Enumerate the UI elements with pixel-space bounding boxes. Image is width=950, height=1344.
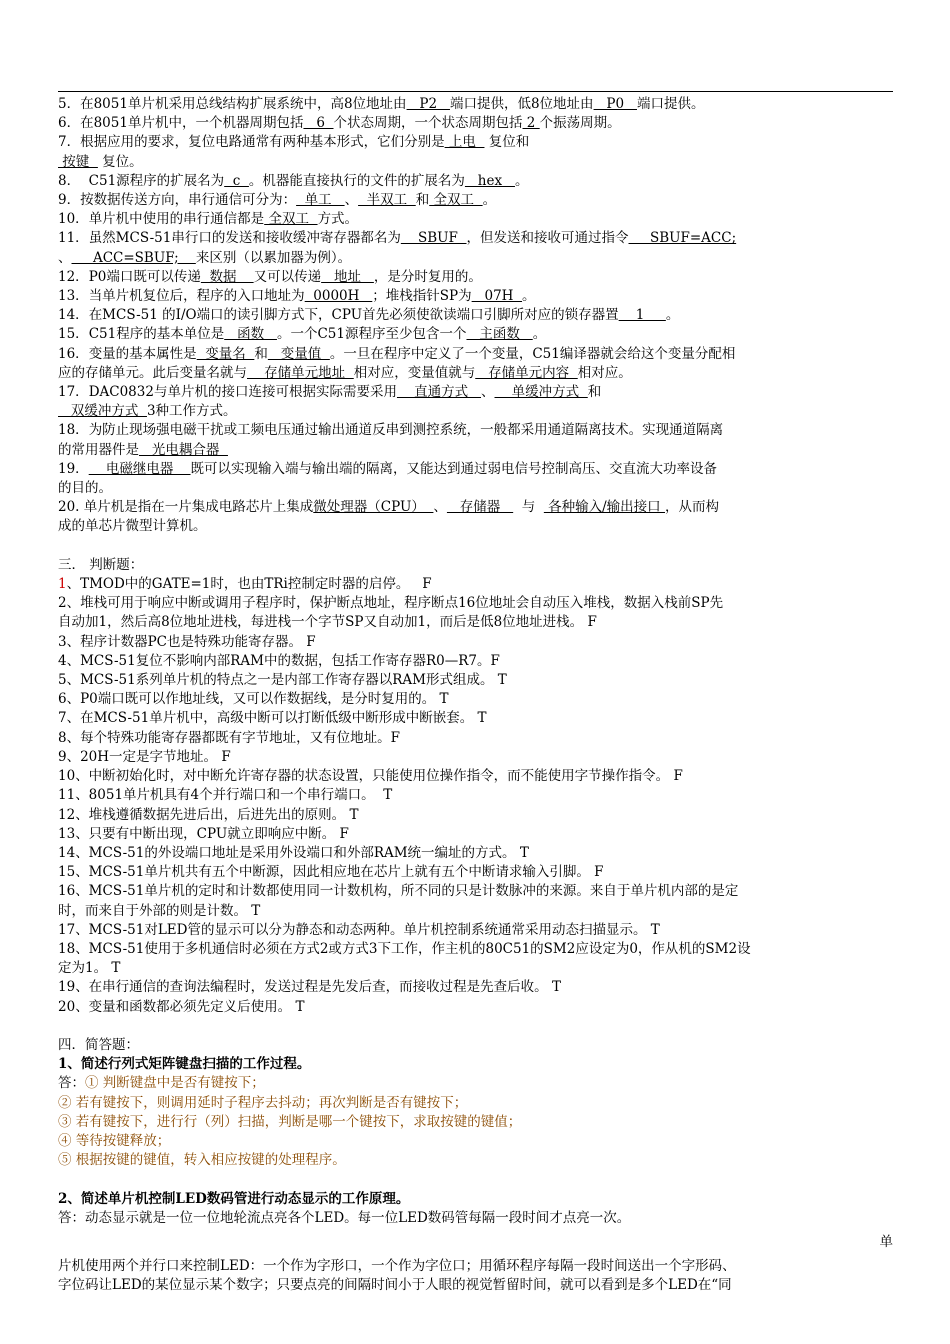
item-number: 9: [58, 748, 67, 765]
item-number: 20: [58, 998, 76, 1015]
answer-blank: 存储单元地址: [247, 364, 354, 381]
judge-line: [58, 959, 893, 978]
answer-1-step: ④ 等待按键释放；: [58, 1132, 171, 1149]
blank-line: [58, 114, 893, 133]
judge-line: [58, 709, 893, 728]
question-text: 又可以传递: [253, 268, 322, 285]
judge-text: 、MCS-51的外设端口地址是采用外设端口和外部RAM统一编址的方式。 T: [75, 844, 529, 861]
judge-line: [58, 825, 893, 844]
question-text: ，但发送和接收可通过指令: [466, 230, 629, 247]
item-number: 4: [58, 652, 67, 669]
answer-blank: P0: [593, 96, 637, 112]
judge-line: [58, 575, 893, 594]
question-text: 3种工作方式。: [146, 403, 237, 420]
blank-line: [58, 249, 893, 268]
blank-line: [58, 172, 893, 191]
question-text: 。: [514, 172, 529, 189]
question-text: 在MCS-51 的I/O端口的读引脚方式下，CPU首先必须使欲读端口引脚所对应的锁存器置: [88, 307, 619, 324]
blank-line: [58, 191, 893, 210]
judge-text: 、MCS-51系列单片机的特点之一是内部工作寄存器以RAM形式组成。 T: [66, 672, 507, 689]
question-2: 2、简述单片机控制LED数码管进行动态显示的工作原理。: [58, 1190, 410, 1207]
judge-heading: 三． 判断题：: [58, 556, 144, 573]
answer-blank: 主函数: [466, 326, 533, 343]
answer-blank: hex: [464, 172, 515, 189]
answer-blank: 变量名: [196, 345, 255, 362]
answer-2-line: 答：动态显示就是一位一位地轮流点亮各个LED。每一位LED数码管每隔一段时间才点亮一次。: [58, 1209, 631, 1226]
blank-line: [58, 325, 893, 344]
item-number: 6: [58, 691, 67, 708]
question-text: P0端口既可以传递: [88, 268, 201, 285]
question-text: 单片机是指在一片集成电路芯片上集成: [79, 499, 314, 516]
answer-blank: 存储器: [446, 499, 514, 516]
item-number: 5: [58, 672, 67, 689]
blank-line: [58, 95, 893, 114]
answer-1-step: ⑤ 根据按键的键值，转入相应按键的处理程序。: [58, 1152, 346, 1169]
question-text: 来区别（以累加器为例）。: [195, 249, 352, 266]
question-text: 成的单芯片微型计算机。: [58, 518, 207, 535]
blank-line: [58, 268, 893, 287]
item-number: 13．: [58, 288, 89, 305]
judge-text: 、MCS-51对LED管的显示可以分为静态和动态两种。单片机控制系统通常采用动态扫描显示。 T: [75, 921, 660, 938]
item-number: 14．: [58, 307, 89, 324]
question-text: 。: [532, 326, 547, 343]
item-number: 15: [58, 864, 76, 881]
answer-1-step: ② 若有键按下，则调用延时子程序去抖动；再次判断是否有键按下；: [58, 1094, 468, 1111]
document-body: [58, 91, 893, 1296]
fill-in-blank-section: [58, 95, 893, 537]
answer-blank: 双缓冲方式: [58, 403, 147, 420]
item-number: 7．: [58, 134, 81, 151]
item-number: 16．: [58, 345, 89, 362]
item-number: 17: [58, 921, 76, 938]
item-number: 10．: [58, 211, 89, 228]
question-text: 。: [482, 192, 497, 209]
answer-blank: 全双工: [264, 211, 318, 228]
item-number: 3: [58, 633, 67, 650]
judge-text: 、变量和函数都必须先定义后使用。 T: [75, 998, 305, 1015]
question-text: DAC0832与单片机的接口连接可根据实际需要采用: [88, 384, 397, 401]
answer-blank: 2: [522, 115, 540, 132]
answer-1-step: ③ 若有键按下，进行行（列）扫描，判断是哪一个键按下，求取按键的键值；: [58, 1113, 522, 1130]
question-text: ，是分时复用的。: [373, 268, 482, 285]
answer-blank: 各种输入/输出接口: [543, 499, 665, 516]
judge-line: [58, 863, 893, 882]
question-text: 按数据传送方向，串行通信可分为：: [80, 192, 297, 209]
judge-text: 、堆栈遵循数据先进后出，后进先出的原则。 T: [75, 806, 359, 823]
answer-blank: 0000H: [304, 288, 373, 305]
item-number: 14: [58, 844, 76, 861]
judge-line: [58, 671, 893, 690]
answer-blank: P2: [406, 96, 450, 112]
judge-line: [58, 767, 893, 786]
blank-line: [58, 153, 893, 172]
item-number: 18．: [58, 422, 89, 439]
question-text: 虽然MCS-51串行口的发送和接收缓冲寄存器都名为: [88, 230, 401, 247]
judge-line: [58, 690, 893, 709]
answer-blank: 电磁继电器: [88, 460, 191, 477]
answer-blank: 07H: [471, 288, 523, 305]
blank-line: [58, 133, 893, 152]
blank-line: [58, 210, 893, 229]
answer-blank: 光电耦合器: [139, 441, 228, 458]
top-rule: [58, 91, 893, 92]
blank-line: [58, 479, 893, 498]
answer-blank: 单工: [296, 192, 345, 209]
answer-1-step: 答：① 判断键盘中是否有键按下；: [58, 1075, 265, 1092]
question-text: 应的存储单元。此后变量名就与: [58, 364, 247, 381]
judge-text: 、在串行通信的查询法编程时，发送过程是先发后查，而接收过程是先查后收。 T: [75, 979, 561, 996]
blank-line: [58, 460, 893, 479]
judge-text: 、P0端口既可以作地址线，又可以作数据线，是分时复用的。 T: [66, 691, 449, 708]
item-number: 2: [58, 595, 67, 612]
answer-blank: 1: [618, 307, 666, 324]
question-text: 和: [415, 192, 430, 209]
judge-text: 、TMOD中的GATE=1时，也由TRi控制定时器的启停。 F: [66, 576, 432, 593]
item-number: 11: [58, 787, 76, 804]
short-answer-heading: 四．简答题：: [58, 1036, 139, 1053]
question-text: ，从而构: [664, 499, 719, 516]
answer-blank: 上电: [444, 134, 485, 151]
question-text: 当单片机复位后，程序的入口地址为: [88, 288, 305, 305]
question-text: 的目的。: [58, 480, 112, 497]
question-text: 、: [481, 384, 495, 401]
blank-line: [58, 421, 893, 440]
judge-line: [58, 786, 893, 805]
question-text: 既可以实现输入端与输出端的隔离，又能达到通过弱电信号控制高压、交直流大功率设备: [190, 460, 718, 477]
question-text: 在8051单片机采用总线结构扩展系统中，高8位地址由: [80, 96, 407, 112]
judge-text: 时，而来自于外部的则是计数。 T: [58, 902, 261, 919]
judge-text: 自动加1，然后高8位地址进栈，每进栈一个字节SP又自动加1，而后是低8位地址进栈。 F: [58, 614, 597, 631]
blank-line: [58, 345, 893, 364]
item-number: 16: [58, 883, 76, 900]
answer-blank: 全双工: [429, 192, 483, 209]
judge-text: 、8051单片机具有4个并行端口和一个串行端口。 T: [75, 787, 393, 804]
answer-blank: c: [224, 172, 249, 189]
answer-2-line: 单: [879, 1233, 893, 1250]
judge-text: 、每个特殊功能寄存器都既有字节地址，又有位地址。F: [66, 729, 400, 746]
judge-text: 、20H一定是字节地址。 F: [66, 748, 231, 765]
true-false-section: [58, 575, 893, 1017]
question-text: 端口提供。: [636, 96, 705, 112]
answer-blank: 微处理器（CPU）: [313, 499, 434, 516]
judge-line: [58, 882, 893, 901]
question-text: 、: [344, 192, 359, 209]
judge-line: [58, 806, 893, 825]
item-number: 19: [58, 979, 76, 996]
item-number: 8: [58, 729, 67, 746]
question-text: C51源程序的扩展名为: [80, 172, 225, 189]
question-text: 与: [513, 499, 544, 516]
question-text: 和: [587, 384, 602, 401]
question-text: 。机器能直接执行的文件的扩展名为: [248, 172, 465, 189]
blank-line: [58, 229, 893, 248]
question-text: 和: [254, 345, 268, 362]
judge-line: [58, 613, 893, 632]
judge-line: [58, 652, 893, 671]
question-text: 在8051单片机中，一个机器周期包括: [80, 115, 304, 132]
blank-line: [58, 306, 893, 325]
answer-blank: 数据: [200, 268, 254, 285]
item-number: 12: [58, 806, 76, 823]
answer-blank: SBUF: [400, 230, 467, 247]
question-1: 1、简述行列式矩阵键盘扫描的工作过程。: [58, 1056, 311, 1073]
answer-blank: 单缓冲方式: [494, 384, 588, 401]
question-text: 个振荡周期。: [539, 115, 621, 132]
answer-blank: 地址: [321, 268, 374, 285]
item-number: 1: [58, 576, 67, 593]
judge-text: 、MCS-51单片机共有五个中断源，因此相应地在芯片上就有五个中断请求输入引脚。 F: [75, 864, 604, 881]
judge-line: [58, 902, 893, 921]
blank-line: [58, 498, 893, 517]
question-text: 端口提供，低8位地址由: [449, 96, 594, 112]
question-text: 相对应。: [577, 364, 632, 381]
question-text: 变量的基本属性是: [88, 345, 197, 362]
answer-blank: SBUF=ACC;: [628, 230, 737, 247]
judge-text: 定为1。 T: [58, 960, 121, 977]
judge-line: [58, 729, 893, 748]
question-text: 。: [665, 307, 680, 324]
question-text: 、: [58, 249, 72, 266]
judge-text: 、堆栈可用于响应中断或调用子程序时，保护断点地址，程序断点16位地址会自动压入堆栈，数据入栈前SP先: [66, 595, 724, 612]
question-text: 个状态周期，一个状态周期包括: [333, 115, 523, 132]
question-text: 复位和: [484, 134, 530, 151]
question-text: 根据应用的要求，复位电路通常有两种基本形式，它们分别是: [80, 134, 445, 151]
judge-line: [58, 998, 893, 1017]
question-text: 的常用器件是: [58, 441, 139, 458]
answer-blank: 按键: [58, 153, 98, 170]
judge-line: [58, 940, 893, 959]
judge-line: [58, 594, 893, 613]
judge-text: 、只要有中断出现，CPU就立即响应中断。 F: [75, 825, 349, 842]
item-number: 11．: [58, 230, 89, 247]
item-number: 5．: [58, 96, 81, 112]
item-number: 17．: [58, 384, 89, 401]
item-number: 8．: [58, 172, 81, 189]
item-number: 19．: [58, 460, 89, 477]
answer-prefix: 答：: [58, 1075, 85, 1092]
question-text: 方式。: [317, 211, 359, 228]
answer-blank: ACC=SBUF;: [71, 249, 196, 266]
judge-line: [58, 844, 893, 863]
question-text: 。一旦在程序中定义了一个变量，C51编译器就会给这个变量分配相: [329, 345, 736, 362]
question-text: 复位。: [97, 153, 143, 170]
item-number: 7: [58, 710, 67, 727]
question-text: 相对应，变量值就与: [353, 364, 476, 381]
judge-line: [58, 633, 893, 652]
blank-line: [58, 364, 893, 383]
judge-line: [58, 748, 893, 767]
item-number: 15．: [58, 326, 89, 343]
judge-line: [58, 921, 893, 940]
question-text: 、: [433, 499, 447, 516]
answer-2-line: 片机使用两个并行口来控制LED：一个作为字形口，一个作为字位口；用循环程序每隔一段时间送出一个字形码、: [58, 1258, 736, 1275]
judge-line: [58, 978, 893, 997]
question-text: ；堆栈指针SP为: [372, 288, 472, 305]
item-number: 6．: [58, 115, 81, 132]
item-number: 12．: [58, 268, 89, 285]
blank-line: [58, 517, 893, 536]
judge-text: 、在MCS-51单片机中，高级中断可以打断低级中断形成中断嵌套。 T: [66, 710, 487, 727]
answer-blank: 半双工: [358, 192, 416, 209]
answer-blank: 存储单元内容: [475, 364, 578, 381]
question-text: 单片机中使用的串行通信都是: [88, 211, 265, 228]
blank-line: [58, 441, 893, 460]
judge-text: 、程序计数器PC也是特殊功能寄存器。 F: [66, 633, 316, 650]
answer-blank: 变量值: [267, 345, 330, 362]
blank-line: [58, 287, 893, 306]
question-text: 。: [522, 288, 536, 305]
question-text: 。一个C51源程序至少包含一个: [276, 326, 467, 343]
item-number: 13: [58, 825, 76, 842]
question-text: 为防止现场强电磁干扰或工频电压通过输出通道反串到测控系统，一般都采用通道隔离技术。实现通道隔离: [88, 422, 724, 439]
item-number: 10: [58, 768, 76, 785]
judge-text: 、中断初始化时，对中断允许寄存器的状态设置，只能使用位操作指令，而不能使用字节操作指令。 F: [75, 768, 683, 785]
blank-line: [58, 402, 893, 421]
item-number: 18: [58, 940, 76, 957]
blank-line: [58, 383, 893, 402]
item-number: 20.: [58, 499, 80, 516]
answer-blank: 直通方式: [396, 384, 481, 401]
answer-blank: 6: [303, 115, 334, 132]
question-text: C51程序的基本单位是: [88, 326, 225, 343]
answer-blank: 函数: [224, 326, 277, 343]
item-number: 9．: [58, 192, 81, 209]
judge-text: 、MCS-51使用于多机通信时必须在方式2或方式3下工作，作主机的80C51的SM2应设定为0，作从机的SM2设: [75, 940, 751, 957]
judge-text: 、MCS-51复位不影响内部RAM中的数据，包括工作寄存器R0—R7。F: [66, 652, 500, 669]
answer-2-line: 字位码让LED的某位显示某个数字；只要点亮的间隔时间小于人眼的视觉暂留时间，就可以看到是多个LED在“同: [58, 1277, 732, 1294]
judge-text: 、MCS-51单片机的定时和计数都使用同一计数机构，所不同的只是计数脉冲的来源。来自于单片机内部的是定: [75, 883, 739, 900]
